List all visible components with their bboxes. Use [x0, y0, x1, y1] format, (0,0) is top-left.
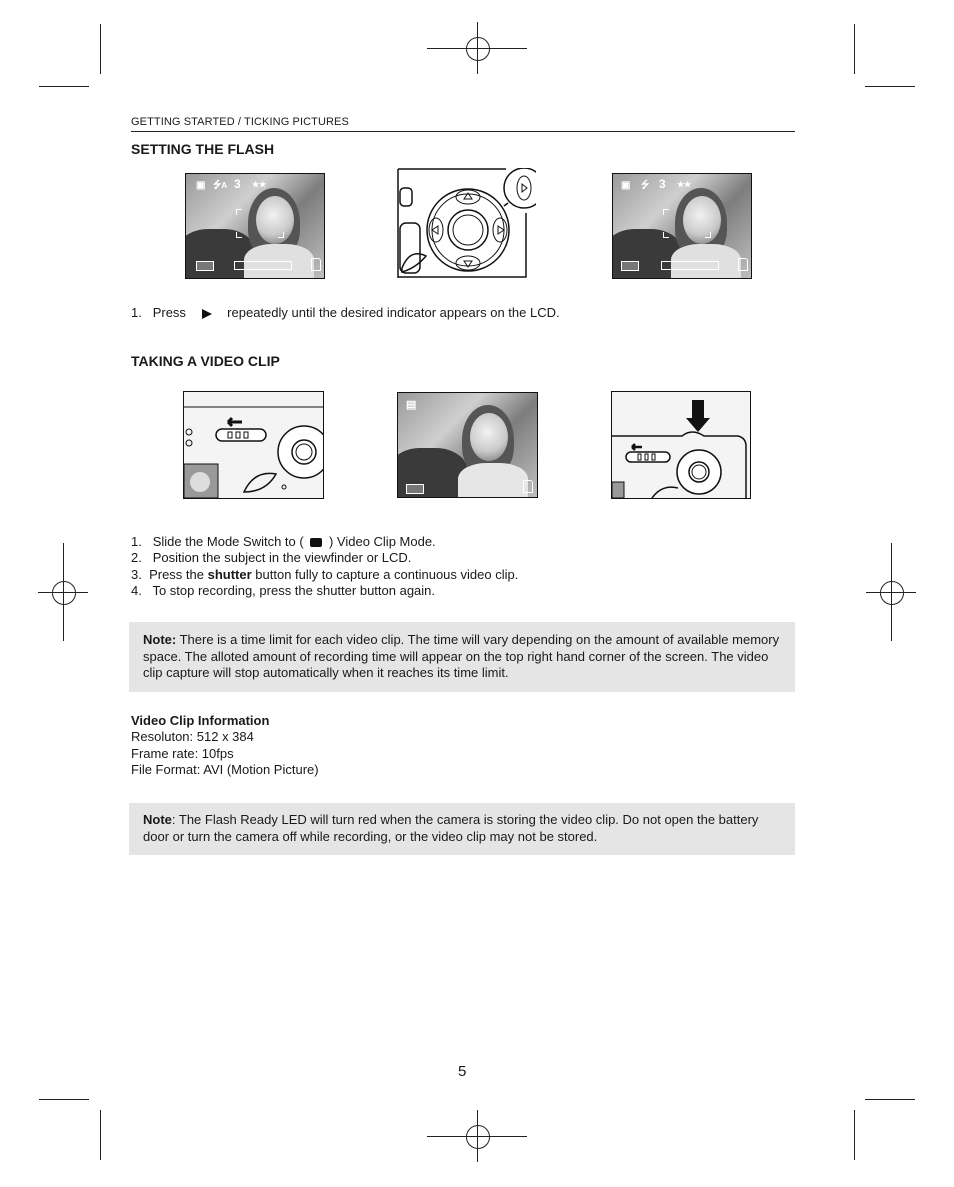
- focus-bracket: [236, 232, 242, 238]
- quality-icon: ★★: [677, 180, 692, 189]
- info-line: File Format: AVI (Motion Picture): [131, 761, 319, 777]
- step-text: repeatedly until the desired indicator appears on the LCD.: [227, 305, 560, 320]
- crop-mark: [39, 86, 89, 87]
- section-heading-video: TAKING A VIDEO CLIP: [131, 353, 280, 369]
- crop-mark: [865, 1099, 915, 1100]
- camera-mode-icon: ▣: [621, 180, 631, 191]
- registration-mark: [866, 543, 916, 641]
- running-header: GETTING STARTED / TICKING PICTURES: [131, 116, 349, 128]
- shutter-illustration: [611, 391, 751, 499]
- shutter-svg: [612, 392, 750, 498]
- flash-on-icon: ⭍: [641, 180, 650, 191]
- lcd-preview-video: [397, 392, 538, 498]
- registration-mark: [427, 1110, 527, 1162]
- memory-card-icon: [523, 480, 533, 493]
- info-title: Video Clip Information: [131, 713, 270, 728]
- flash-step: [131, 305, 560, 321]
- camera-back-svg: [396, 168, 536, 278]
- memory-card-icon: [311, 258, 321, 271]
- list-item: 2. Position the subject in the viewfinder or LCD.: [131, 550, 412, 566]
- battery-icon: [621, 261, 639, 271]
- section-heading-flash: SETTING THE FLASH: [131, 141, 275, 157]
- crop-mark: [854, 1110, 855, 1160]
- list-item: 3. Press the shutter button fully to capture a continuous video clip.: [131, 566, 519, 582]
- registration-mark: [38, 543, 88, 641]
- battery-icon: [406, 484, 424, 494]
- note-box-time-limit: Note: There is a time limit for each video clip. The time will vary depending on the amount of available memory space. The alloted amount of recording time will appear on the top right hand corner of the screen. The video clip capture will stop automatically when it reaches its time limit.: [129, 622, 795, 692]
- mode-switch-svg: [184, 392, 323, 498]
- video-mode-icon: ▤: [406, 399, 417, 411]
- focus-bracket: [278, 232, 284, 238]
- memory-card-icon: [738, 258, 748, 271]
- step-number: 1.: [131, 305, 142, 320]
- registration-mark: [427, 22, 527, 74]
- step-text: Press: [152, 305, 186, 320]
- video-clip-info: [131, 713, 319, 778]
- focus-bracket: [236, 209, 242, 215]
- header-rule: [131, 131, 795, 132]
- resolution-indicator: 3: [234, 177, 241, 191]
- video-steps: [131, 534, 518, 599]
- info-line: Frame rate: 10fps: [131, 745, 234, 761]
- mode-switch-illustration: [183, 391, 324, 499]
- focus-bracket: [663, 209, 669, 215]
- resolution-indicator: 3: [659, 177, 666, 191]
- focus-bracket: [663, 232, 669, 238]
- info-line: Resoluton: 512 x 384: [131, 729, 254, 745]
- lcd-preview-flash-auto: [185, 173, 325, 279]
- right-arrow-button-icon: [202, 309, 212, 319]
- crop-mark: [100, 24, 101, 74]
- crop-mark: [865, 86, 915, 87]
- note-box-flash-led: Note: The Flash Ready LED will turn red when the camera is storing the video clip. Do not open the battery door or turn the camera off while recording, or the video clip may not be stored.: [129, 803, 795, 855]
- page-number: 5: [458, 1063, 467, 1080]
- lcd-preview-flash-on: [612, 173, 752, 279]
- crop-mark: [854, 24, 855, 74]
- flash-auto-icon: ⭍A: [213, 180, 228, 191]
- crop-mark: [100, 1110, 101, 1160]
- video-camera-icon: [310, 538, 322, 547]
- focus-bracket: [705, 232, 711, 238]
- quality-icon: ★★: [252, 180, 267, 189]
- battery-icon: [196, 261, 214, 271]
- list-item: 4. To stop recording, press the shutter button again.: [131, 582, 436, 598]
- zoom-bar: [661, 261, 719, 270]
- zoom-bar: [234, 261, 292, 270]
- camera-back-illustration: [396, 168, 536, 278]
- list-item: 1. Slide the Mode Switch to ( ) Video Clip Mode.: [131, 534, 436, 549]
- crop-mark: [39, 1099, 89, 1100]
- camera-mode-icon: ▣: [196, 180, 206, 191]
